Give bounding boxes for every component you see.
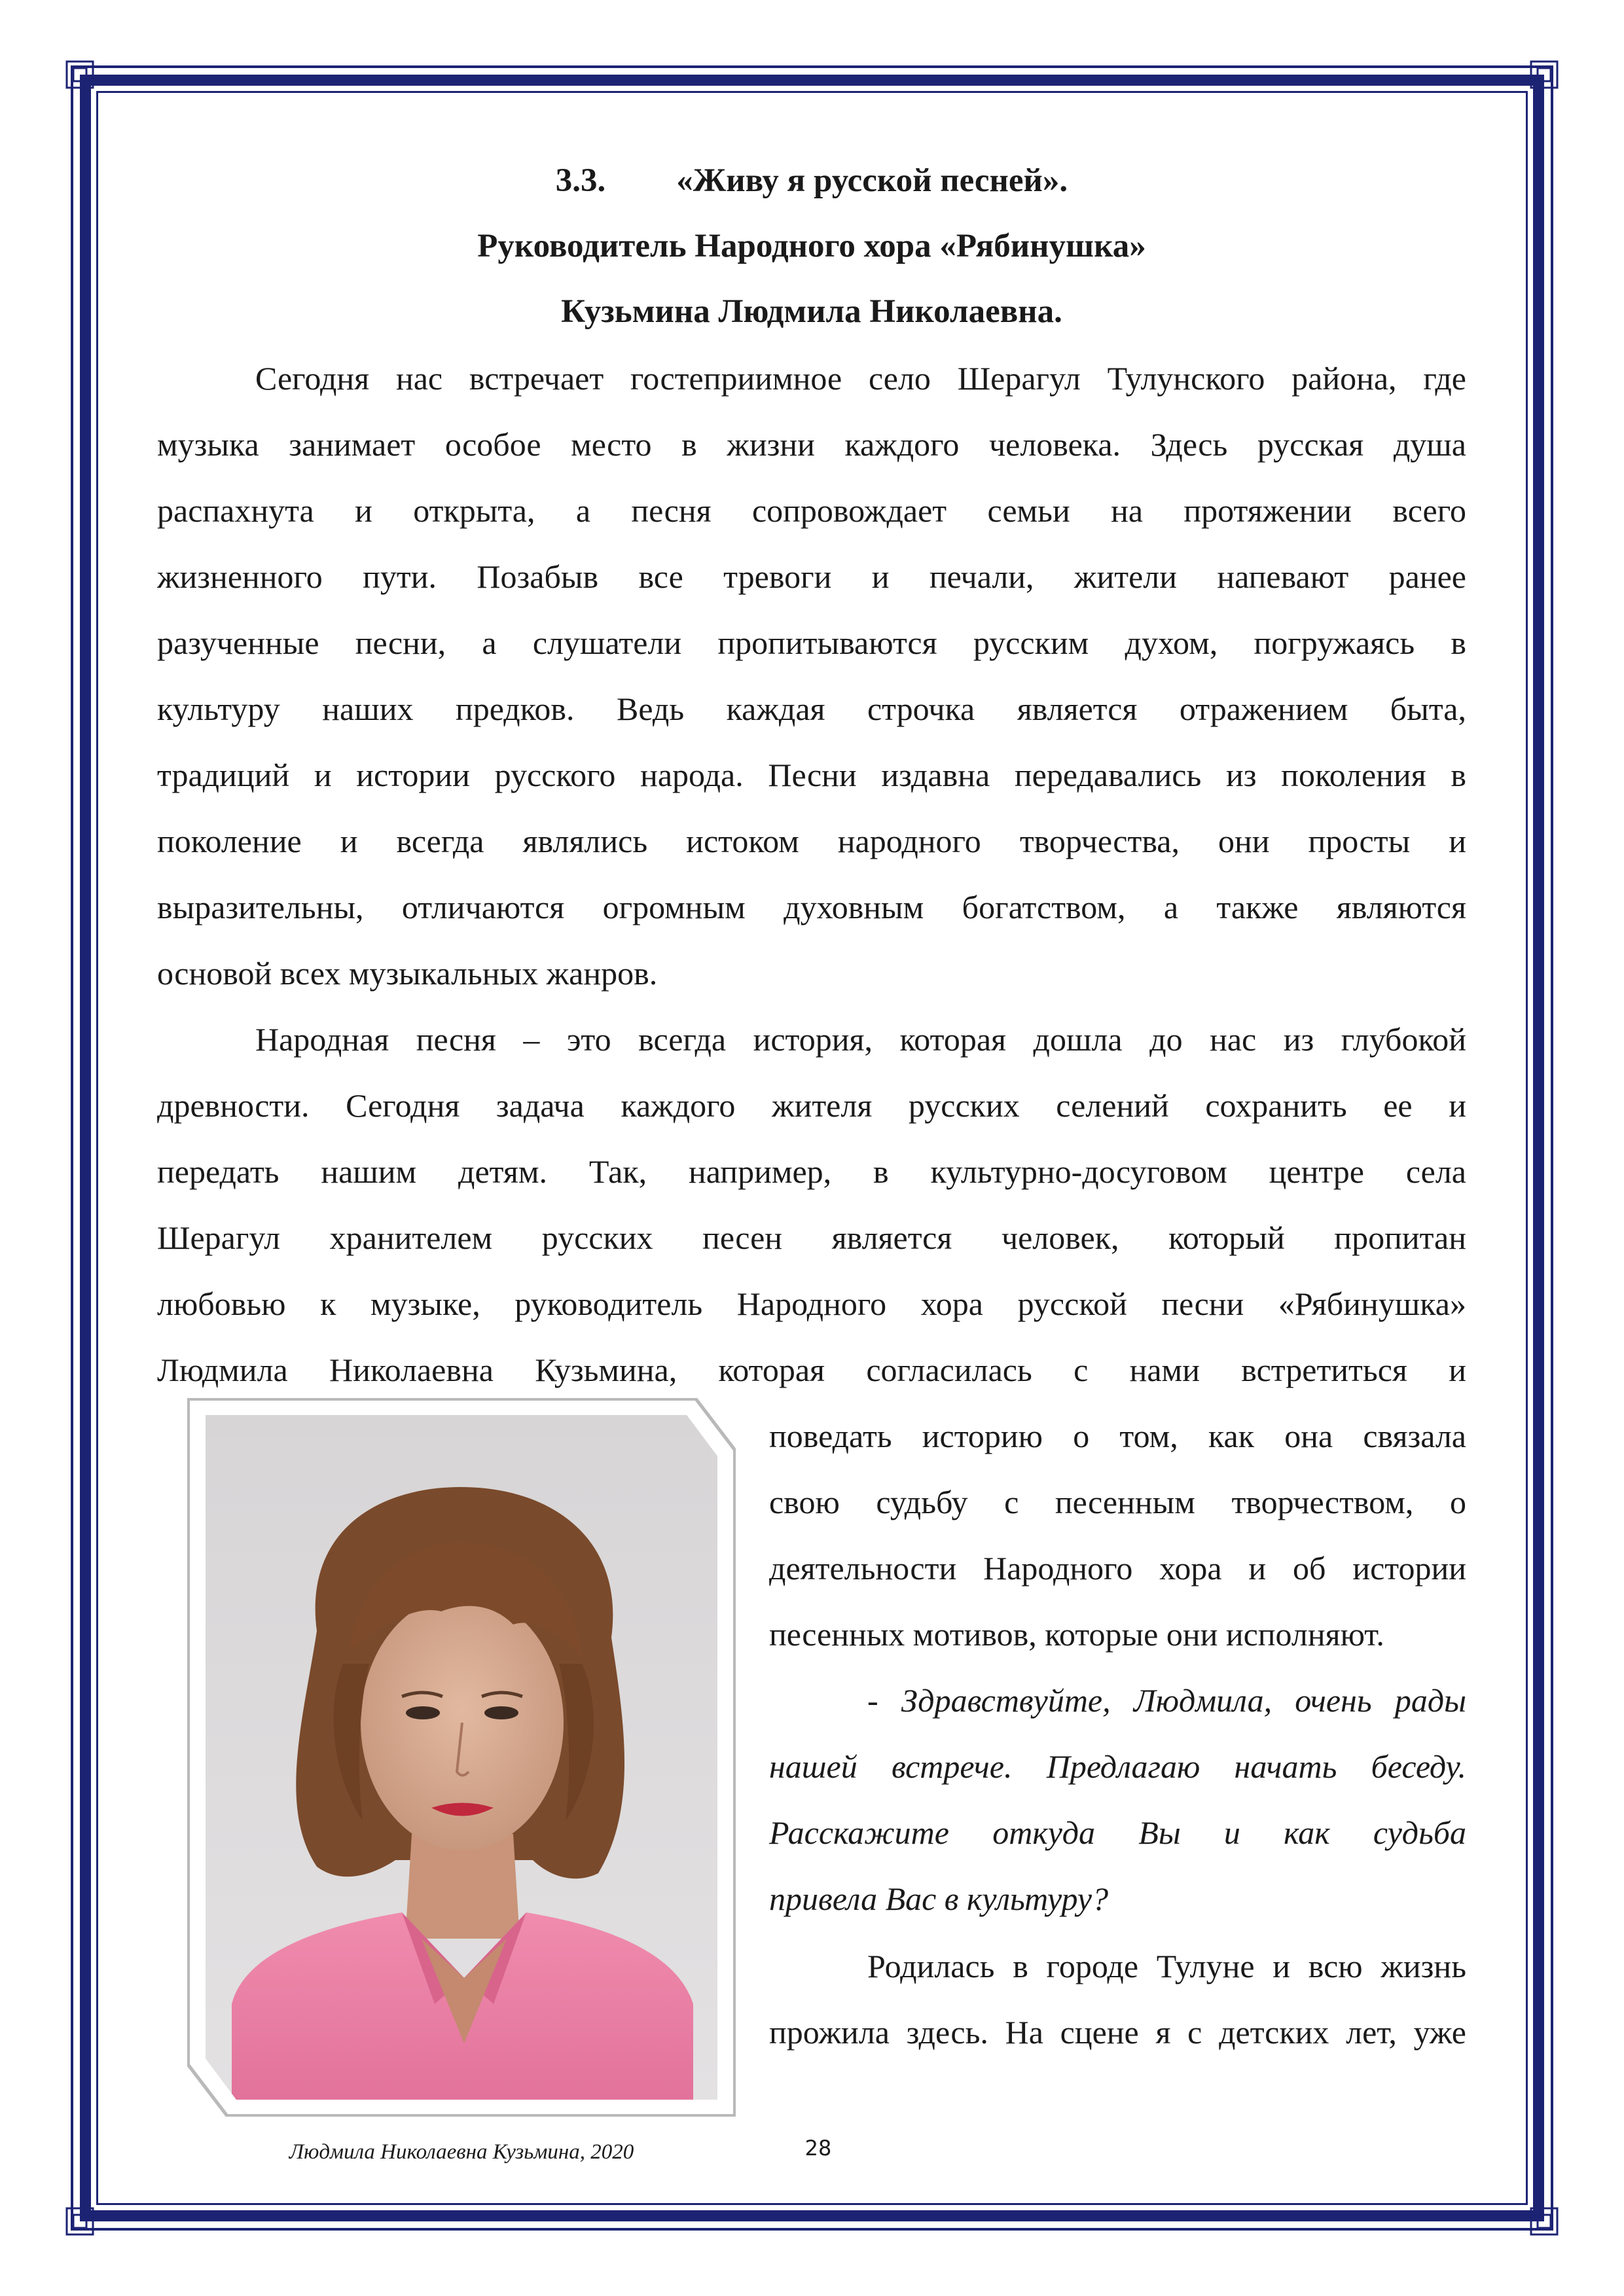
- frame-corner-ornament-top-left: [64, 59, 96, 90]
- text-line: песенных мотивов, которые они исполняют.: [769, 1616, 1384, 1653]
- text-line: - Здравствуйте, Людмила, очень рады: [867, 1682, 1466, 1719]
- page-number: 28: [804, 2136, 832, 2161]
- text-line: Расскажите откуда Вы и как судьба: [769, 1814, 1466, 1851]
- text-line: музыка занимает особое место в жизни каждого человека. Здесь русская душа: [157, 426, 1466, 463]
- text-line: разученные песни, а слушатели пропитываются русским духом, погружаясь в: [157, 624, 1466, 661]
- text-line: любовью к музыке, руководитель Народного хора русской песни «Рябинушка»: [157, 1285, 1466, 1322]
- text-line: свою судьбу с песенным творчеством, о: [769, 1484, 1466, 1520]
- text-line: передать нашим детям. Так, например, в культурно-досуговом центре села: [157, 1153, 1466, 1190]
- text-line: Сегодня нас встречает гостеприимное село Шерагул Тулунского района, где: [255, 360, 1466, 397]
- portrait-photo: [206, 1415, 717, 2100]
- text-line: древности. Сегодня задача каждого жителя русских селений сохранить ее и: [157, 1087, 1466, 1124]
- frame-corner-ornament-bottom-left: [64, 2206, 96, 2237]
- interview-question: [769, 1668, 1466, 1932]
- paragraph-intro: [157, 346, 1466, 1007]
- text-line: нашей встрече. Предлагаю начать беседу.: [769, 1748, 1466, 1785]
- text-line: прожила здесь. На сцене я с детских лет, уже: [769, 2014, 1466, 2051]
- text-line: культуру наших предков. Ведь каждая строчка является отражением быта,: [157, 691, 1466, 727]
- section-heading: [157, 161, 1466, 200]
- frame-corner-ornament-bottom-right: [1528, 2206, 1560, 2237]
- text-line: Народная песня – это всегда история, которая дошла до нас из глубокой: [255, 1021, 1466, 1058]
- text-line: привела Вас в культуру?: [769, 1880, 1109, 1917]
- frame-corner-ornament-top-right: [1528, 59, 1560, 90]
- text-line: жизненного пути. Позабыв все тревоги и печали, жители напевают ранее: [157, 558, 1466, 595]
- text-line: Родилась в городе Тулуне и всю жизнь: [867, 1948, 1466, 1984]
- text-line: Людмила Николаевна Кузьмина, которая согласилась с нами встретиться и: [157, 1352, 1466, 1388]
- text-line: основой всех музыкальных жанров.: [157, 955, 658, 992]
- section-subtitle-role: Руководитель Народного хора «Рябинушка»: [477, 228, 1146, 264]
- interview-answer: [769, 1933, 1466, 2066]
- text-line: Шерагул хранителем русских песен является человек, который пропитан: [157, 1219, 1466, 1256]
- text-line: выразительны, отличаются огромным духовным богатством, а также являются: [157, 889, 1466, 925]
- text-line: поведать историю о том, как она связала: [769, 1418, 1466, 1454]
- paragraph-continuation: [769, 1403, 1466, 1668]
- section-subtitle-name: Кузьмина Людмила Николаевна.: [561, 293, 1062, 330]
- section-title: «Живу я русской песней».: [676, 162, 1068, 199]
- paragraph-folk-song: [157, 1007, 1466, 1403]
- text-line: деятельности Народного хора и об истории: [769, 1550, 1466, 1587]
- text-line: традиций и истории русского народа. Песни издавна передавались из поколения в: [157, 757, 1466, 793]
- section-number: 3.3.: [555, 162, 606, 199]
- text-line: поколение и всегда являлись истоком народного творчества, они просты и: [157, 823, 1466, 859]
- text-line: распахнута и открыта, а песня сопровождает семьи на протяжении всего: [157, 492, 1466, 529]
- photo-caption: Людмила Николаевна Кузьмина, 2020: [289, 2140, 634, 2164]
